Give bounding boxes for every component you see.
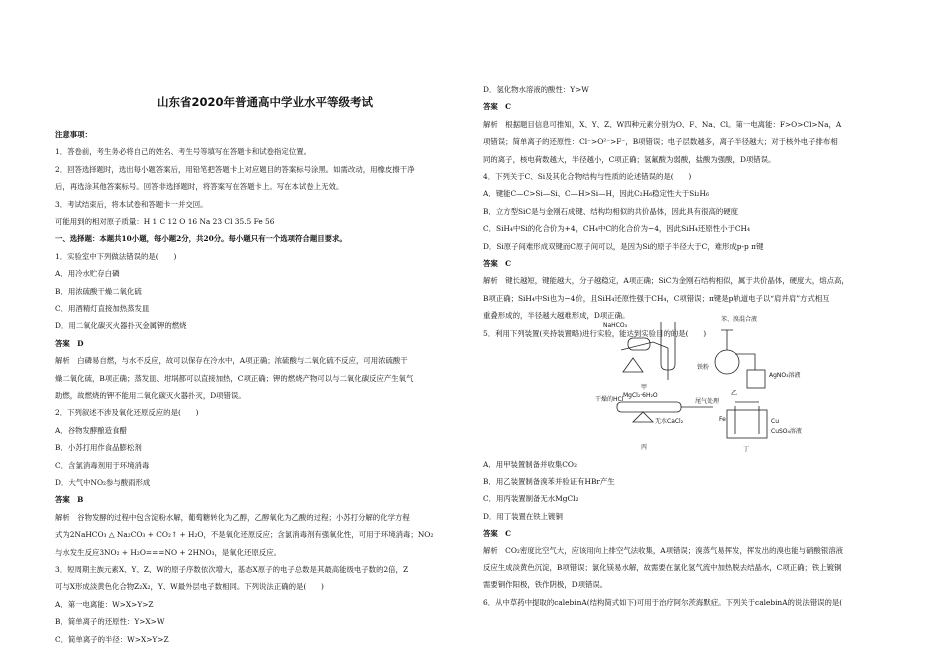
left-line: C．含氯消毒剂用于环境消毒 [55,460,150,470]
left-line: 注意事项： [55,130,92,139]
left-line: 2．回答选择题时，选出每小题答案后，用铅笔把答题卡上对应题目的答案标号涂黑。如需改动，用橡皮擦干净 [55,164,415,174]
right-bottom-line: 答案 C [483,528,512,538]
right-bottom-line: D．用丁装置在铁上镀铜 [483,511,563,521]
right-top-line: D．Si原子间难形成双键而C原子间可以，是因为Si的原子半径大于C，难形成p-p π键 [483,241,764,251]
right-top-line: A．键能C—C>Si—Si、C—H>Si—H，因此C₂H₆稳定性大于Si₂H₆ [483,189,709,199]
left-line: B．小苏打用作食品膨松剂 [55,443,142,453]
left-line: 答案 B [55,495,84,505]
left-line: A．用冷水贮存白磷 [55,269,120,279]
right-top-line: 重叠形成的，半径越大越难形成，D项正确。 [483,311,630,321]
left-line: 后，再选涂其他答案标号。回答非选择题时，将答案写在答题卡上。写在本试卷上无效。 [55,182,344,192]
right-bottom-line: B．用乙装置制备溴苯并验证有HBr产生 [483,477,615,487]
right-top-line: 解析 根据题目信息可推知，X、Y、Z、W四种元素分别为O、F、Na、Cl。第一电离能：F>O>Cl>Na，A [483,119,842,129]
left-line: 可能用到的相对原子质量：H 1 C 12 O 16 Na 23 Cl 35.5 Fe 56 [55,217,275,226]
apparatus-drawing [483,310,903,458]
right-bottom-line: 反应生成淡黄色沉淀，B项错误；氯化镁易水解，故需要在氯化氢气流中加热脱去结晶水，C项正确；铁上镀铜 [483,563,842,573]
yi-label: 乙 [731,390,738,397]
right-top-line: B项正确；SiH₄中Si也为−4价，且SiH₄还原性强于CH₄，C项错误；π键是p轨道电子以“肩并肩”方式相互 [483,293,830,303]
left-line: 3．短周期主族元素X、Y、Z、W的原子序数依次增大，基态X原子的电子总数是其最高能级电子数的2倍，Z [55,565,409,574]
ding-beaker [727,410,767,438]
right-top-line: 答案 C [483,259,512,268]
left-line: 答案 D [55,338,84,348]
right-bottom-line: 需要铜作阳极，铁作阴极，D项错误。 [483,580,608,590]
bing-tail-label: 尾气处理 [695,398,720,405]
right-top-line: D．氢化物水溶液的酸性：Y>W [483,85,589,94]
left-line: 式为2NaHCO₃ △ Na₂CO₃ + CO₂↑ + H₂O，不是氧化还原反应；含氯消毒剂有强氧化性，可用于环境消毒；NO₂ [55,530,434,540]
left-line: 助燃，故燃烧的钾不能用二氧化碳灭火器扑灭，D项错误。 [55,391,246,400]
yi-funnel [721,330,733,350]
left-line: 燥二氧化硫，B项正确；蒸发皿、坩埚都可以直接加热，C项正确；钾的燃烧产物可以与二氧化碳反应产生氧气 [55,373,414,383]
left-line: C．用酒精灯直接加热蒸发皿 [55,304,150,313]
left-line: 2．下列叙述不涉及氧化还原反应的是( ) [55,408,199,418]
right-top-line: B．立方型SiC是与金刚石成键、结构均相似的共价晶体，因此具有很高的硬度 [483,206,739,216]
left-line: 1．实验室中下列做法错误的是( ) [55,251,177,261]
right-top-line: 5．利用下列装置(夹持装置略)进行实验，能达到实验目的的是( ) [483,328,707,338]
left-line: B．用浓硫酸干燥二氧化硫 [55,286,142,296]
bing-label: 丙 [641,444,648,451]
right-top-line: C．SiH₄中Si的化合价为+4，CH₄中C的化合价为−4，因此SiH₄还原性小于CH₄ [483,224,750,234]
yi-solution-label: AgNO₃溶液 [769,372,801,379]
yi-reagent-label: 苯、溴混合液 [721,316,758,323]
bing-tube [617,402,681,412]
jia-flask [628,338,650,350]
ding-fe-label: Fe [719,416,726,423]
bing-salt-label: MgCl₂·6H₂O [623,392,658,399]
jia-lamp [623,358,643,372]
bing-gas-label: 干燥的HCl [595,396,624,403]
bing-drier-label: 无水CaCl₂ [655,418,684,425]
bing-lamp [633,412,653,422]
right-bottom-line: C．用丙装置制备无水MgCl₂ [483,494,579,504]
yi-beaker [747,370,765,388]
ding-solution-label: CuSO₄溶液 [771,428,802,435]
right-bottom-line: 6．从中草药中提取的calebinA(结构简式如下)可用于治疗阿尔茨海默症。下列关于calebinA的说法错误的是( [483,597,843,607]
right-top-line: 4．下列关于C、Si及其化合物结构与性质的论述错误的是( ) [483,172,692,181]
ding-label: 丁 [743,446,750,453]
left-line: 1．答卷前，考生务必将自己的姓名、考生号等填写在答题卡和试卷指定位置。 [55,147,311,157]
left-line: A．第一电离能：W>X>Y>Z [55,599,154,609]
left-line: 可与X形成淡黄色化合物Z₂X₂，Y、W最外层电子数相同。下列说法正确的是( ) [55,582,324,592]
left-line: 解析 谷物发酵的过程中包含淀粉水解，葡萄糖转化为乙醇，乙醇氧化为乙酸的过程；小苏打分解的化学方程 [55,512,410,522]
right-top-line: 项错误；简单离子的还原性：Cl⁻>O²⁻>F⁻，B项错误；电子层数越多，离子半径越大；对于核外电子排布相 [483,137,838,147]
right-top-line: 答案 C [483,102,512,112]
left-line: A．谷物发酵酿造食醋 [55,425,127,435]
left-line: 与水发生反应3NO₂ + H₂O===NO + 2HNO₃，是氧化还原反应。 [55,547,282,557]
left-line: C．简单离子的半径：W>X>Y>Z [55,634,169,644]
left-line: 3．考试结束后，将本试卷和答题卡一并交回。 [55,199,208,209]
left-line: D．用二氧化碳灭火器扑灭金属钾的燃烧 [55,321,187,331]
jia-reagent-label: NaHCO₃ [603,322,627,329]
right-bottom-line: A．用甲装置制备并收集CO₂ [483,460,577,469]
right-top-line: 同的离子，核电荷数越大，半径越小，C项正确；氢氟酸为弱酸，盐酸为强酸，D项错误。 [483,154,776,164]
left-line: 一、选择题：本题共10小题，每小题2分，共20分。每小题只有一个选项符合题目要求。 [55,234,347,244]
apparatus-figure [483,310,903,458]
ding-cu-label: Cu [771,418,779,425]
right-bottom-line: 解析 CO₂密度比空气大，应该用向上排空气法收集，A项错误；溴蒸气易挥发，挥发出的溴也能与硝酸银溶液 [483,546,843,555]
jia-label: 甲 [641,384,648,391]
left-line: 解析 白磷易自燃，与水不反应，故可以保存在冷水中，A项正确；浓硫酸与二氧化硫不反应，可用浓硫酸干 [55,356,408,366]
yi-powder-label: 铁粉 [697,364,710,371]
left-line: B．简单离子的还原性：Y>X>W [55,617,165,627]
right-top-line: 解析 键长越短，键能越大，分子越稳定，A项正确；SiC为金刚石结构相似，属于共价晶体，硬度大，熔点高， [483,276,849,286]
left-line: D．大气中NO₂参与酸雨形成 [55,478,151,487]
page-title: 山东省2020年普通高中学业水平等级考试 [156,95,373,109]
